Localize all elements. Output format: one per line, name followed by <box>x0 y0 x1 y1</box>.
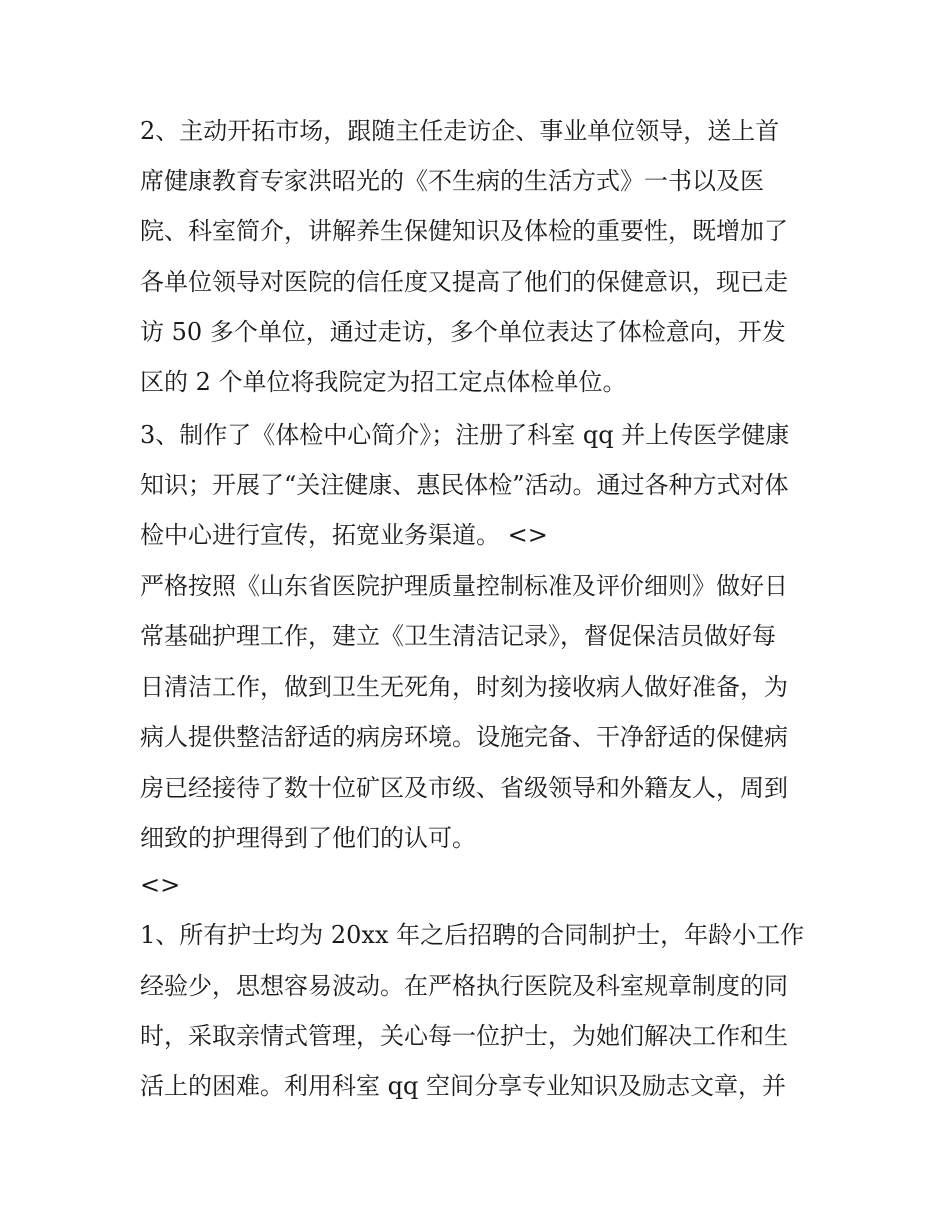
text-line: 1、所有护士均为 20xx 年之后招聘的合同制护士，年龄小工作 <box>140 921 805 949</box>
text-line: 时，采取亲情式管理，关心每一位护士，为她们解决工作和生 <box>140 1022 788 1050</box>
text-line: 严格按照《山东省医院护理质量控制标准及评价细则》做好日 <box>140 572 788 600</box>
text-line: 访 50 多个单位，通过走访，多个单位表达了体检意向，开发 <box>140 318 786 346</box>
text-line: 经验少，思想容易波动。在严格执行医院及科室规章制度的同 <box>140 972 788 1000</box>
text-line: 病人提供整洁舒适的病房环境。设施完备、干净舒适的保健病 <box>140 723 788 751</box>
text-line: 日清洁工作，做到卫生无死角，时刻为接收病人做好准备，为 <box>140 673 788 701</box>
text-line: 2、主动开拓市场，跟随主任走访企、事业单位领导，送上首 <box>140 117 780 145</box>
text-line: 活上的困难。利用科室 qq 空间分享专业知识及励志文章，并 <box>140 1072 786 1100</box>
text-line: 知识；开展了“关注健康、惠民体检”活动。通过各种方式对体 <box>140 471 789 499</box>
text-line: <> <box>140 871 181 899</box>
text-line: 区的 2 个单位将我院定为招工定点体检单位。 <box>140 368 627 396</box>
text-line: 席健康教育专家洪昭光的《不生病的生活方式》一书以及医 <box>140 167 764 195</box>
text-line: 检中心进行宣传，拓宽业务渠道。 <> <box>140 521 548 549</box>
text-line: 3、制作了《体检中心简介》；注册了科室 qq 并上传医学健康 <box>140 421 790 449</box>
text-line: 房已经接待了数十位矿区及市级、省级领导和外籍友人，周到 <box>140 774 788 802</box>
text-line: 常基础护理工作，建立《卫生清洁记录》，督促保洁员做好每 <box>140 622 776 650</box>
text-line: 院、科室简介，讲解养生保健知识及体检的重要性，既增加了 <box>140 217 788 245</box>
text-line: 各单位领导对医院的信任度又提高了他们的保健意识，现已走 <box>140 268 788 296</box>
text-line: 细致的护理得到了他们的认可。 <box>140 824 476 852</box>
